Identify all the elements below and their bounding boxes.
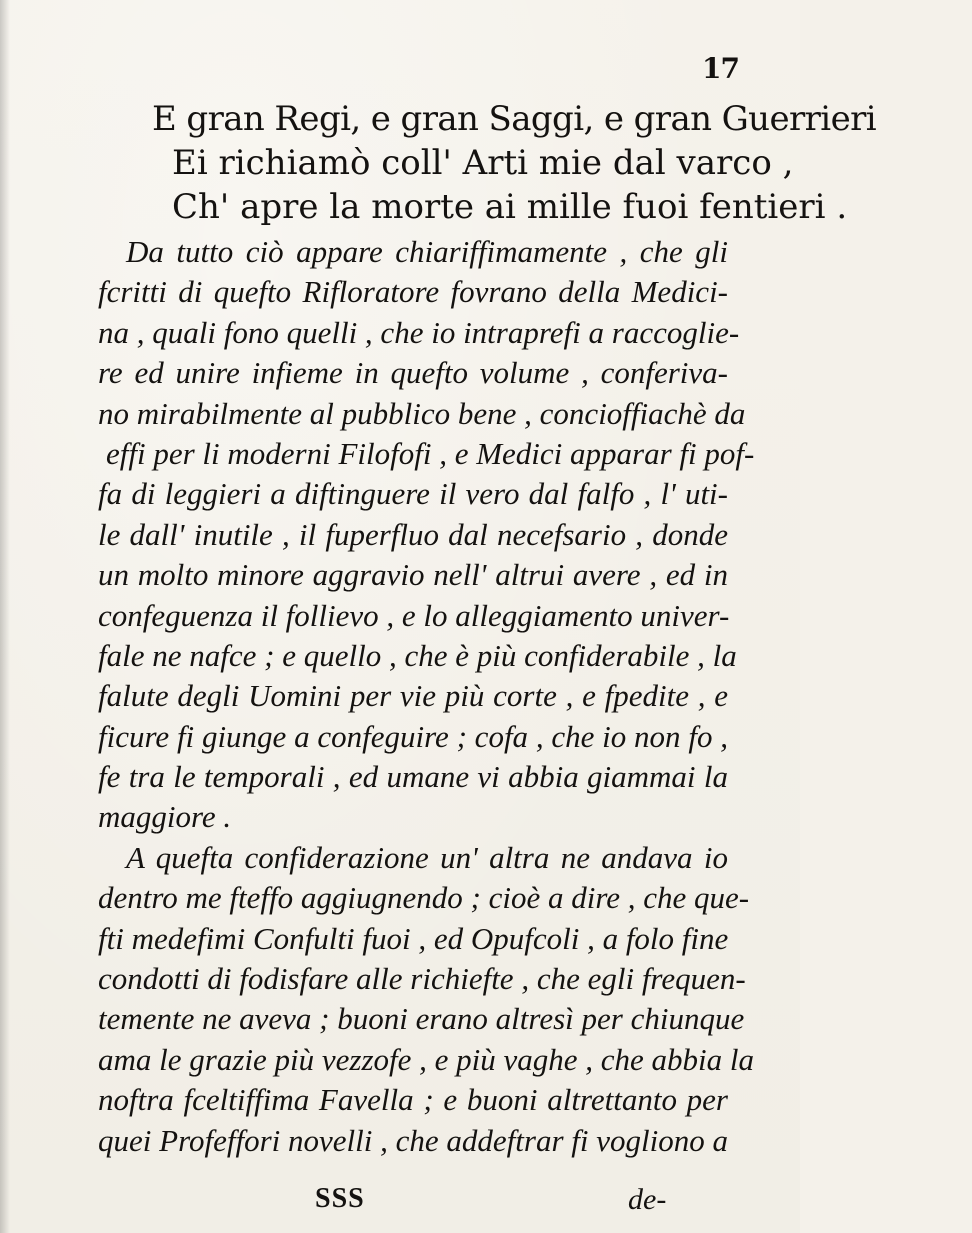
paragraph-line: falute degli Uomini per vie più corte , e fpedite , e <box>98 678 728 714</box>
paragraph-line: fti medefimi Confulti fuoi , ed Opufcoli , a folo fine <box>98 920 729 956</box>
page-gutter-shadow <box>0 0 10 1233</box>
paragraph-line: confeguenza il follievo , e lo alleggiamento univer- <box>98 597 730 633</box>
paragraph-line: na , quali fono quelli , che io intraprefi a raccoglie- <box>98 314 740 350</box>
paragraph-line: ama le grazie più vezzofe , e più vaghe , che abbia la <box>98 1041 755 1077</box>
prose-body <box>98 232 755 1161</box>
signature-mark: SSS <box>315 1183 365 1214</box>
paragraph-line: condotti di fodisfare alle richiefte , che egli frequen- <box>98 961 746 997</box>
paragraph-line: re ed unire infieme in quefto volume , conferiva- <box>98 355 728 391</box>
verse-line-2: Ei richiamò coll' Arti mie dal varco , <box>172 143 794 183</box>
verse-line-3: Ch' apre la morte ai mille fuoi fentieri . <box>172 187 848 227</box>
paragraph-line: fe tra le temporali , ed umane vi abbia giammai la <box>98 759 728 795</box>
catchword: de- <box>628 1183 667 1216</box>
paragraph-line: fa di leggieri a diftinguere il vero dal falfo , l' uti- <box>98 476 728 512</box>
paragraph-1 <box>98 232 755 838</box>
paragraph-line: dentro me fteffo aggiugnendo ; cioè a dire , che que- <box>98 880 750 916</box>
paragraph-line: fcritti di quefto Rifloratore fovrano della Medici- <box>98 274 728 310</box>
paragraph-line: fale ne nafce ; e quello , che è più confiderabile , la <box>98 637 737 673</box>
paragraph-line: quei Profeffori novelli , che addeftrar fi vogliono a <box>98 1122 728 1158</box>
page-number: 17 <box>702 52 739 85</box>
paragraph-2 <box>98 838 755 1161</box>
paragraph-line: no mirabilmente al pubblico bene , concioffiachè da <box>98 395 746 431</box>
paragraph-line: noftra fceltiffima Favella ; e buoni altrettanto per <box>98 1082 728 1118</box>
paragraph-line: temente ne aveva ; buoni erano altresì per chiunque <box>98 1001 745 1037</box>
paragraph-line: A quefta confiderazione un' altra ne andava io <box>126 839 728 875</box>
paragraph-line: le dall' inutile , il fuperfluo dal necefsario , donde <box>98 516 728 552</box>
paragraph-line: un molto minore aggravio nell' altrui avere , ed in <box>98 557 728 593</box>
paragraph-line: ficure fi giunge a confeguire ; cofa , che io non fo , <box>98 718 728 754</box>
paragraph-line: maggiore . <box>98 799 232 835</box>
paragraph-line: Da tutto ciò appare chiariffimamente , che gli <box>126 234 728 269</box>
verse-line-1: E gran Regi, e gran Saggi, e gran Guerrieri <box>152 99 877 139</box>
paragraph-line: effi per li moderni Filofofi , e Medici apparar fi pof- <box>106 435 755 471</box>
